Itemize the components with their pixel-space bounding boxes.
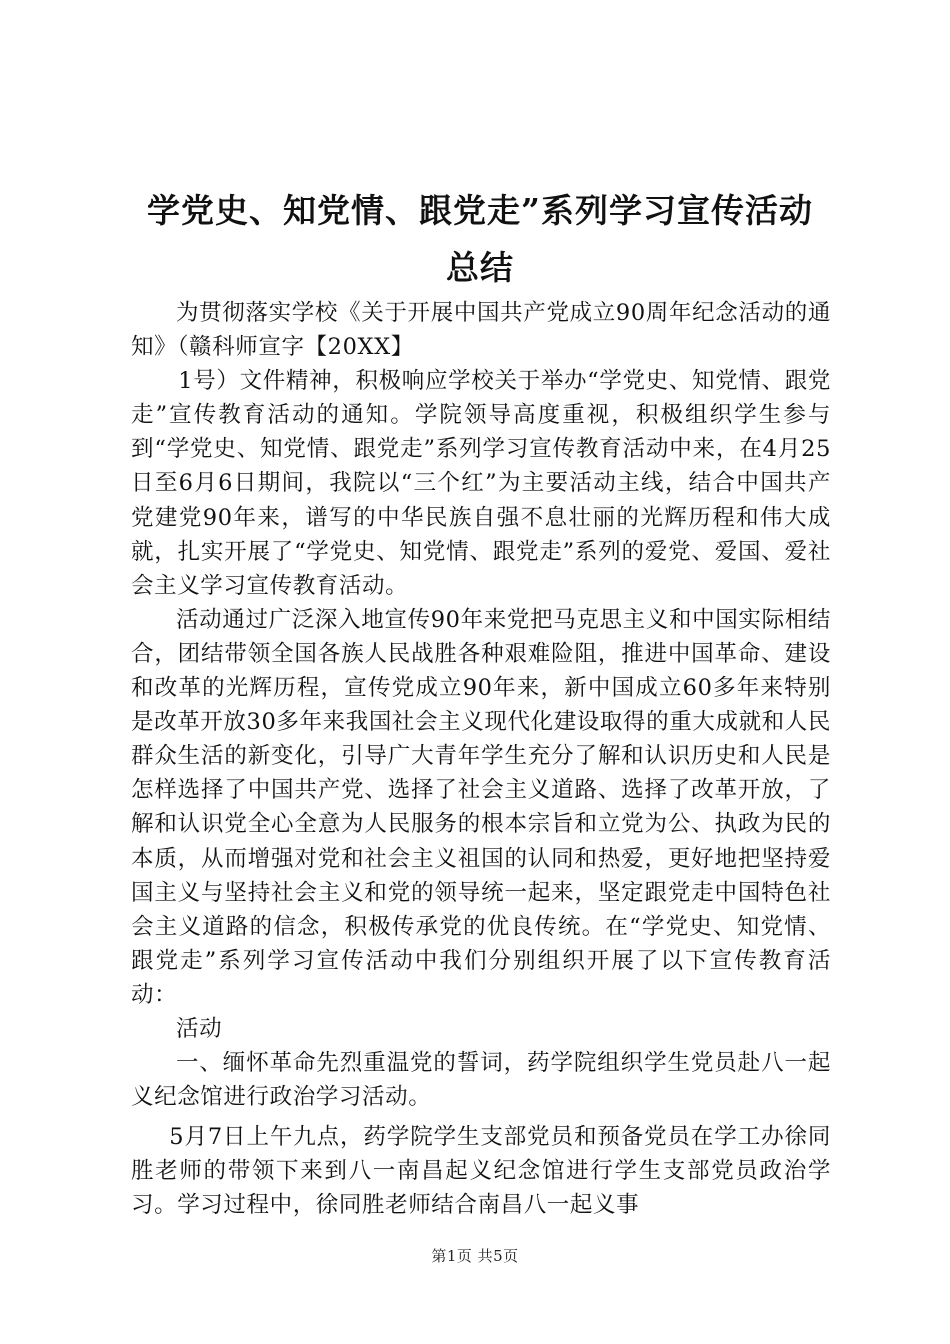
paragraph-2: 1号）文件精神，积极响应学校关于举办“学党史、知党情、跟党走”宣传教育活动的通知。学院领导高度重视，积极组织学生参与到“学党史、知党情、跟党走”系列学习宣传教育活动中来，在4月25日至6月6日期间，我院以“三个红”为主要活动主线，结合中国共产党建党90年来，谱写的中华民族自强不息壮丽的光辉历程和伟大成就，扎实开展了“学党史、知党情、跟党走”系列的爱党、爱国、爱社会主义学习宣传教育活动。 [131, 368, 831, 599]
document-title-line-1: 学党史、知党情、跟党走”系列学习宣传活动 [147, 191, 813, 230]
paragraph-4-heading: 活动 [176, 1015, 223, 1042]
paragraph-6: 5月7日上午九点，药学院学生支部党员和预备党员在学工办徐同胜老师的带领下来到八一南昌起义纪念馆进行学生支部党员政治学习。学习过程中，徐同胜老师结合南昌八一起义事 [131, 1124, 831, 1219]
paragraph-5: 一、缅怀革命先烈重温党的誓词，药学院组织学生党员赴八一起义纪念馆进行政治学习活动。 [131, 1050, 831, 1111]
page-footer: 第1页 共5页 [431, 1247, 519, 1265]
paragraph-3: 活动通过广泛深入地宣传90年来党把马克思主义和中国实际相结合，团结带领全国各族人民战胜各种艰难险阻，推进中国革命、建设和改革的光辉历程，宣传党成立90年来，新中国成立60多年来特别是改革开放30多年来我国社会主义现代化建设取得的重大成就和人民群众生活的新变化，引导广大青年学生充分了解和认识历史和人民是怎样选择了中国共产党、选择了社会主义道路、选择了改革开放，了解和认识党全心全意为人民服务的根本宗旨和立党为公、执政为民的本质，从而增强对党和社会主义祖国的认同和热爱，更好地把坚持爱国主义与坚持社会主义和党的领导统一起来，坚定跟党走中国特色社会主义道路的信念，积极传承党的优良传统。在“学党史、知党情、跟党走”系列学习宣传活动中我们分别组织开展了以下宣传教育活动： [131, 606, 831, 1008]
document-title-line-2: 总结 [446, 248, 514, 287]
document-body [131, 296, 831, 1223]
paragraph-1: 为贯彻落实学校《关于开展中国共产党成立90周年纪念活动的通知》（赣科师宣字【20XX】 [131, 300, 831, 361]
